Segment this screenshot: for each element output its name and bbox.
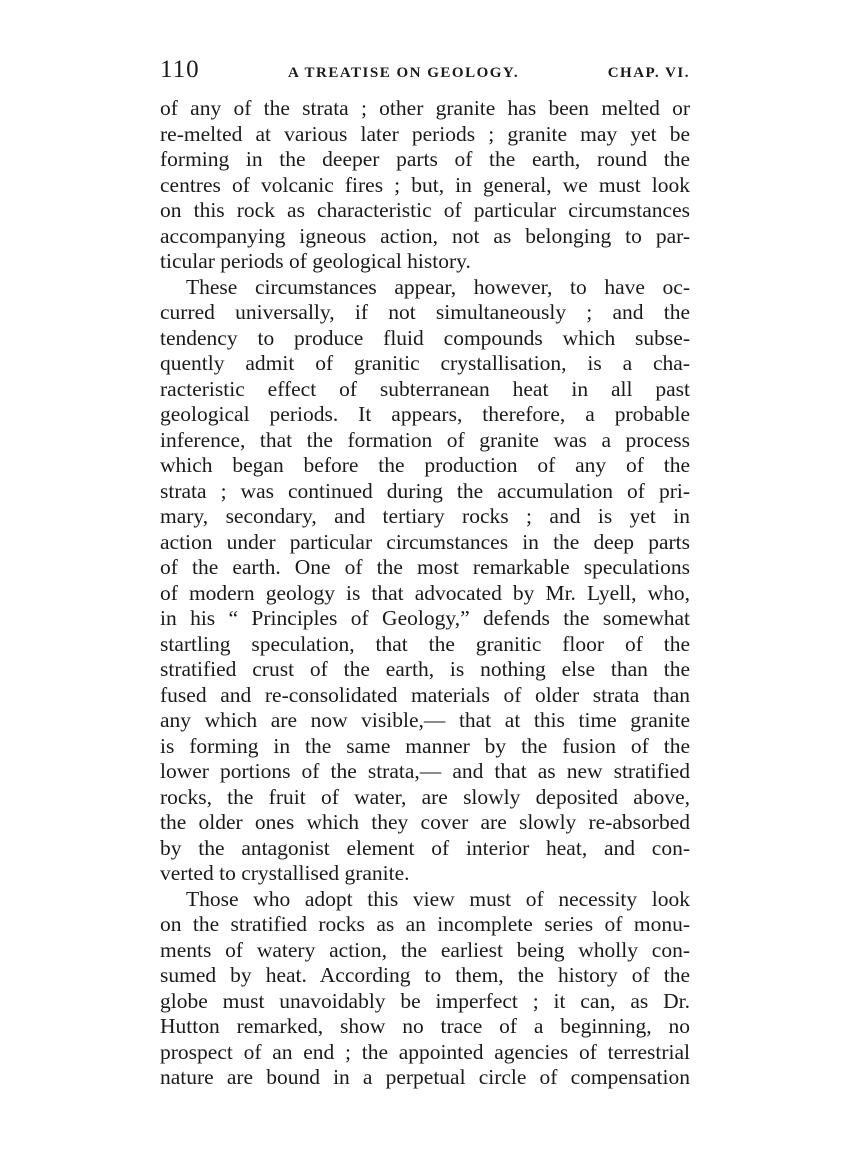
text-line: ticular periods of geological history. <box>160 249 471 273</box>
text-line: prospect of an end ; the appointed agencies of terrestrial <box>160 1039 690 1064</box>
text-line: by the antagonist element of interior heat, and con- <box>160 835 690 860</box>
text-line: which began before the production of any of the <box>160 453 690 477</box>
text-line: racteristic effect of subterranean heat in all past <box>160 376 690 401</box>
text-line: globe must unavoidably be imperfect ; it can, as Dr. <box>160 988 690 1013</box>
text-line: in his “ Principles of Geology,” defends the somewhat <box>160 606 690 630</box>
text-line: geological periods. It appears, therefore, a probable <box>160 402 690 426</box>
text-line: inference, that the formation of granite was a process <box>160 427 690 452</box>
text-line: ments of watery action, the earliest being wholly con- <box>160 937 690 962</box>
text-line: sumed by heat. According to them, the history of the <box>160 963 690 987</box>
text-line: on the stratified rocks as an incomplete series of monu- <box>160 912 690 936</box>
body-text <box>160 96 690 1091</box>
text-line: forming in the deeper parts of the earth, round the <box>160 147 690 171</box>
text-line: of modern geology is that advocated by Mr. Lyell, who, <box>160 580 690 605</box>
text-line: lower portions of the strata,— and that as new stratified <box>160 759 690 783</box>
text-line: startling speculation, that the granitic floor of the <box>160 631 690 656</box>
text-line: strata ; was continued during the accumulation of pri- <box>160 478 690 503</box>
running-title: A TREATISE ON GEOLOGY. <box>288 65 520 81</box>
text-line: rocks, the fruit of water, are slowly deposited above, <box>160 784 690 809</box>
page-header <box>160 56 690 96</box>
text-line: accompanying igneous action, not as belonging to par- <box>160 223 690 248</box>
text-line: Hutton remarked, show no trace of a beginning, no <box>160 1014 690 1038</box>
text-line: nature are bound in a perpetual circle of compensation <box>160 1065 690 1089</box>
text-line: of any of the strata ; other granite has been melted or <box>160 96 690 120</box>
text-line: verted to crystallised granite. <box>160 861 410 885</box>
text-line: These circumstances appear, however, to have oc- <box>186 274 690 299</box>
text-line: on this rock as characteristic of particular circumstances <box>160 198 690 222</box>
page-number: 110 <box>160 56 200 83</box>
text-line: the older ones which they cover are slowly re-absorbed <box>160 810 690 834</box>
text-line: re-melted at various later periods ; granite may yet be <box>160 121 690 146</box>
text-line: any which are now visible,— that at this time granite <box>160 708 690 732</box>
text-line: action under particular circumstances in the deep parts <box>160 529 690 554</box>
text-line: Those who adopt this view must of necessity look <box>186 886 690 911</box>
text-line: mary, secondary, and tertiary rocks ; and is yet in <box>160 504 690 528</box>
text-line: centres of volcanic fires ; but, in general, we must look <box>160 172 690 197</box>
text-line: stratified crust of the earth, is nothing else than the <box>160 657 690 681</box>
chapter-label: CHAP. VI. <box>607 65 690 81</box>
text-line: fused and re-consolidated materials of older strata than <box>160 682 690 707</box>
text-line: is forming in the same manner by the fusion of the <box>160 733 690 758</box>
text-line: curred universally, if not simultaneously ; and the <box>160 300 690 324</box>
text-line: tendency to produce fluid compounds which subse- <box>160 325 690 350</box>
text-line: of the earth. One of the most remarkable speculations <box>160 555 690 579</box>
text-line: quently admit of granitic crystallisation, is a cha- <box>160 351 690 375</box>
